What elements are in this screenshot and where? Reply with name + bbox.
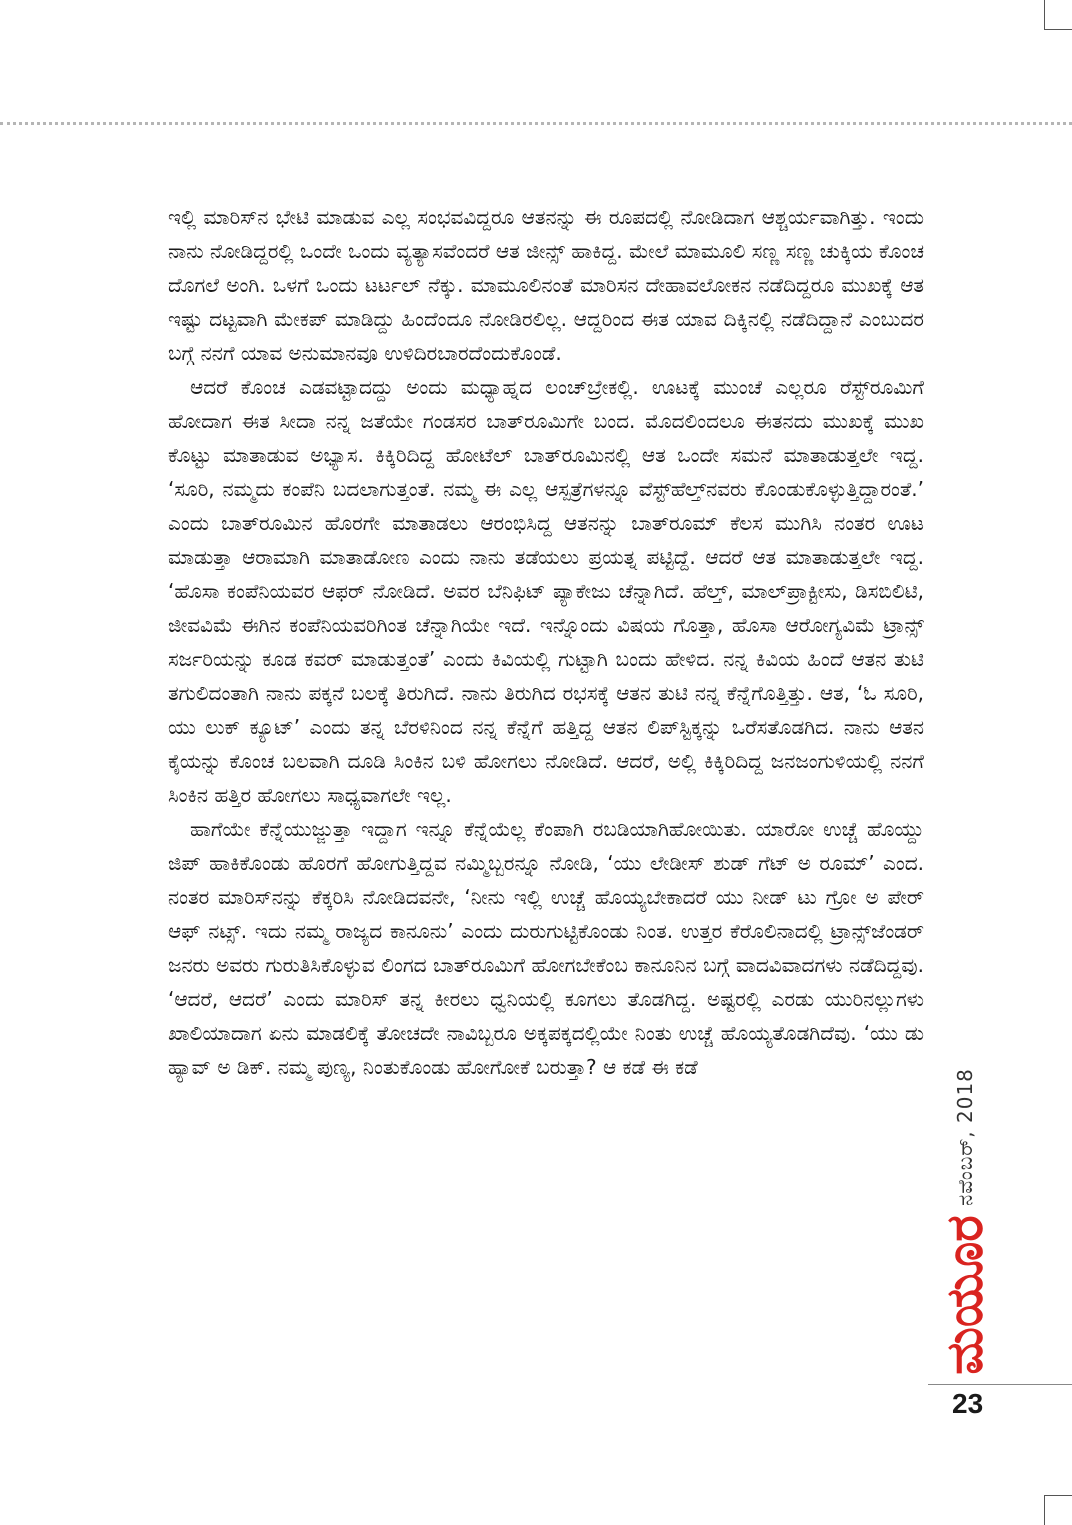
issue-date: ನವೆಂಬರ್, 2018	[953, 1068, 977, 1206]
magazine-logo: ಮಯೂರ	[935, 1215, 994, 1375]
crop-mark-bottom-right	[1044, 1495, 1072, 1525]
article-body	[168, 200, 924, 1084]
footer-rule	[928, 1384, 1072, 1385]
header-dotted-rule	[0, 122, 1072, 125]
page-number: 23	[952, 1388, 984, 1419]
article-paragraph-2: ಆದರೆ ಕೊಂಚ ಎಡವಟ್ಟಾದದ್ದು ಅಂದು ಮಧ್ಯಾಹ್ನದ ಲಂಚ್‌ಬ್ರೇಕಲ್ಲಿ. ಊಟಕ್ಕೆ ಮುಂಚೆ ಎಲ್ಲರೂ ರೆಸ್ಟ್‌ರೂಮಿಗೆ ಹೋದಾಗ ಈತ ಸೀದಾ ನನ್ನ ಜತೆಯೇ ಗಂಡಸರ ಬಾತ್‌ರೂಮಿಗೇ ಬಂದ. ಮೊದಲಿಂದಲೂ ಈತನದು ಮುಖಕ್ಕೆ ಮುಖ ಕೊಟ್ಟು ಮಾತಾಡುವ ಅಭ್ಯಾಸ. ಕಿಕ್ಕಿರಿದಿದ್ದ ಹೋಟೆಲ್ ಬಾತ್‌ರೂಮಿನಲ್ಲಿ ಆತ ಒಂದೇ ಸಮನೆ ಮಾತಾಡುತ್ತಲೇ ಇದ್ದ. ‘ಸೂರಿ, ನಮ್ಮದು ಕಂಪೆನಿ ಬದಲಾಗುತ್ತಂತೆ. ನಮ್ಮ ಈ ಎಲ್ಲ ಆಸ್ಪತ್ರೆಗಳನ್ನೂ ವೆಸ್ಟ್‌ಹೆಲ್ತ್‌ನವರು ಕೊಂಡುಕೊಳ್ಳುತ್ತಿದ್ದಾರಂತೆ.’ ಎಂದು ಬಾತ್‌ರೂಮಿನ ಹೊರಗೇ ಮಾತಾಡಲು ಆರಂಭಿಸಿದ್ದ ಆತನನ್ನು ಬಾತ್‌ರೂಮ್ ಕೆಲಸ ಮುಗಿಸಿ ನಂತರ ಊಟ ಮಾಡುತ್ತಾ ಆರಾಮಾಗಿ ಮಾತಾಡೋಣ ಎಂದು ನಾನು ತಡೆಯಲು ಪ್ರಯತ್ನ ಪಟ್ಟಿದ್ದೆ. ಆದರೆ ಆತ ಮಾತಾಡುತ್ತಲೇ ಇದ್ದ. ‘ಹೊಸಾ ಕಂಪೆನಿಯವರ ಆಫರ್ ನೋಡಿದೆ. ಅವರ ಬೆನಿಫಿಟ್ ಪ್ಯಾಕೇಜು ಚೆನ್ನಾಗಿದೆ. ಹೆಲ್ತ್, ಮಾಲ್‌ಪ್ರಾಕ್ಟೀಸು, ಡಿಸಬಿಲಿಟಿ, ಜೀವವಿಮೆ ಈಗಿನ ಕಂಪೆನಿಯವರಿಗಿಂತ ಚೆನ್ನಾಗಿಯೇ ಇದೆ. ಇನ್ನೊಂದು ವಿಷಯ ಗೊತ್ತಾ, ಹೊಸಾ ಆರೋಗ್ಯವಿಮೆ ಟ್ರಾನ್ಸ್ ಸರ್ಜರಿಯನ್ನು ಕೂಡ ಕವರ್ ಮಾಡುತ್ತಂತೆ’ ಎಂದು ಕಿವಿಯಲ್ಲಿ ಗುಟ್ಟಾಗಿ ಬಂದು ಹೇಳಿದ. ನನ್ನ ಕಿವಿಯ ಹಿಂದೆ ಆತನ ತುಟಿ ತಗುಲಿದಂತಾಗಿ ನಾನು ಪಕ್ಕನೆ ಬಲಕ್ಕೆ ತಿರುಗಿದೆ. ನಾನು ತಿರುಗಿದ ರಭಸಕ್ಕೆ ಆತನ ತುಟಿ ನನ್ನ ಕೆನ್ನೆಗೊತ್ತಿತ್ತು. ಆತ, ‘ಓ ಸೂರಿ, ಯು ಲುಕ್ ಕ್ಯೂಟ್’ ಎಂದು ತನ್ನ ಬೆರಳಿನಿಂದ ನನ್ನ ಕೆನ್ನೆಗೆ ಹತ್ತಿದ್ದ ಆತನ ಲಿಪ್‌ಸ್ಟಿಕ್ಕನ್ನು ಒರೆಸತೊಡಗಿದ. ನಾನು ಆತನ ಕೈಯನ್ನು ಕೊಂಚ ಬಲವಾಗಿ ದೂಡಿ ಸಿಂಕಿನ ಬಳಿ ಹೋಗಲು ನೋಡಿದೆ. ಆದರೆ, ಅಲ್ಲಿ ಕಿಕ್ಕಿರಿದಿದ್ದ ಜನಜಂಗುಳಿಯಲ್ಲಿ ನನಗೆ ಸಿಂಕಿನ ಹತ್ತಿರ ಹೋಗಲು ಸಾಧ್ಯವಾಗಲೇ ಇಲ್ಲ.	[168, 375, 924, 807]
crop-mark-top-right	[1044, 0, 1072, 30]
magazine-sidebar	[930, 1045, 1000, 1375]
article-paragraph-1: ಇಲ್ಲಿ ಮಾರಿಸ್‌ನ ಭೇಟಿ ಮಾಡುವ ಎಲ್ಲ ಸಂಭವವಿದ್ದರೂ ಆತನನ್ನು ಈ ರೂಪದಲ್ಲಿ ನೋಡಿದಾಗ ಆಶ್ಚರ್ಯವಾಗಿತ್ತು. ಇಂದು ನಾನು ನೋಡಿದ್ದರಲ್ಲಿ ಒಂದೇ ಒಂದು ವ್ಯತ್ಯಾಸವೆಂದರೆ ಆತ ಜೀನ್ಸ್ ಹಾಕಿದ್ದ. ಮೇಲೆ ಮಾಮೂಲಿ ಸಣ್ಣ ಸಣ್ಣ ಚುಕ್ಕಿಯ ಕೊಂಚ ದೊಗಲೆ ಅಂಗಿ. ಒಳಗೆ ಒಂದು ಟರ್ಟಲ್ ನೆಕ್ಕು. ಮಾಮೂಲಿನಂತೆ ಮಾರಿಸನ ದೇಹಾವಲೋಕನ ನಡೆದಿದ್ದರೂ ಮುಖಕ್ಕೆ ಆತ ಇಷ್ಟು ದಟ್ಟವಾಗಿ ಮೇಕಪ್ ಮಾಡಿದ್ದು ಹಿಂದೆಂದೂ ನೋಡಿರಲಿಲ್ಲ. ಆದ್ದರಿಂದ ಈತ ಯಾವ ದಿಕ್ಕಿನಲ್ಲಿ ನಡೆದಿದ್ದಾನೆ ಎಂಬುದರ ಬಗ್ಗೆ ನನಗೆ ಯಾವ ಅನುಮಾನವೂ ಉಳಿದಿರಬಾರದೆಂದುಕೊಂಡೆ.	[168, 205, 924, 365]
article-paragraph-3: ಹಾಗೆಯೇ ಕೆನ್ನೆಯುಜ್ಜುತ್ತಾ ಇದ್ದಾಗ ಇನ್ನೂ ಕೆನ್ನೆಯೆಲ್ಲ ಕೆಂಪಾಗಿ ರಬಡಿಯಾಗಿಹೋಯಿತು. ಯಾರೋ ಉಚ್ಚೆ ಹೊಯ್ದು ಜಿಪ್ ಹಾಕಿಕೊಂಡು ಹೊರಗೆ ಹೋಗುತ್ತಿದ್ದವ ನಮ್ಮಿಬ್ಬರನ್ನೂ ನೋಡಿ, ‘ಯು ಲೇಡೀಸ್ ಶುಡ್ ಗೆಟ್ ಅ ರೂಮ್’ ಎಂದ. ನಂತರ ಮಾರಿಸ್‌ನನ್ನು ಕೆಕ್ಕರಿಸಿ ನೋಡಿದವನೇ, ‘ನೀನು ಇಲ್ಲಿ ಉಚ್ಚೆ ಹೊಯ್ಯಬೇಕಾದರೆ ಯು ನೀಡ್ ಟು ಗ್ರೋ ಅ ಪೇರ್ ಆಫ್ ನಟ್ಸ್. ಇದು ನಮ್ಮ ರಾಜ್ಯದ ಕಾನೂನು’ ಎಂದು ದುರುಗುಟ್ಟಿಕೊಂಡು ನಿಂತ. ಉತ್ತರ ಕೆರೊಲಿನಾದಲ್ಲಿ ಟ್ರಾನ್ಸ್‌ಜೆಂಡರ್ ಜನರು ಅವರು ಗುರುತಿಸಿಕೊಳ್ಳುವ ಲಿಂಗದ ಬಾತ್‌ರೂಮಿಗೆ ಹೋಗಬೇಕೆಂಬ ಕಾನೂನಿನ ಬಗ್ಗೆ ವಾದವಿವಾದಗಳು ನಡೆದಿದ್ದವು. ‘ಆದರೆ, ಆದರೆ’ ಎಂದು ಮಾರಿಸ್ ತನ್ನ ಕೀರಲು ಧ್ವನಿಯಲ್ಲಿ ಕೂಗಲು ತೊಡಗಿದ್ದ. ಅಷ್ಟರಲ್ಲಿ ಎರಡು ಯುರಿನಲ್ಲುಗಳು ಖಾಲಿಯಾದಾಗ ಏನು ಮಾಡಲಿಕ್ಕೆ ತೋಚದೇ ನಾವಿಬ್ಬರೂ ಅಕ್ಕಪಕ್ಕದಲ್ಲಿಯೇ ನಿಂತು ಉಚ್ಚೆ ಹೊಯ್ಯತೊಡಗಿದೆವು. ‘ಯು ಡು ಹ್ಯಾವ್ ಅ ಡಿಕ್. ನಮ್ಮ ಪುಣ್ಯ, ನಿಂತುಕೊಂಡು ಹೋಗೋಕೆ ಬರುತ್ತಾ? ಆ ಕಡೆ ಈ ಕಡೆ	[168, 817, 924, 1079]
